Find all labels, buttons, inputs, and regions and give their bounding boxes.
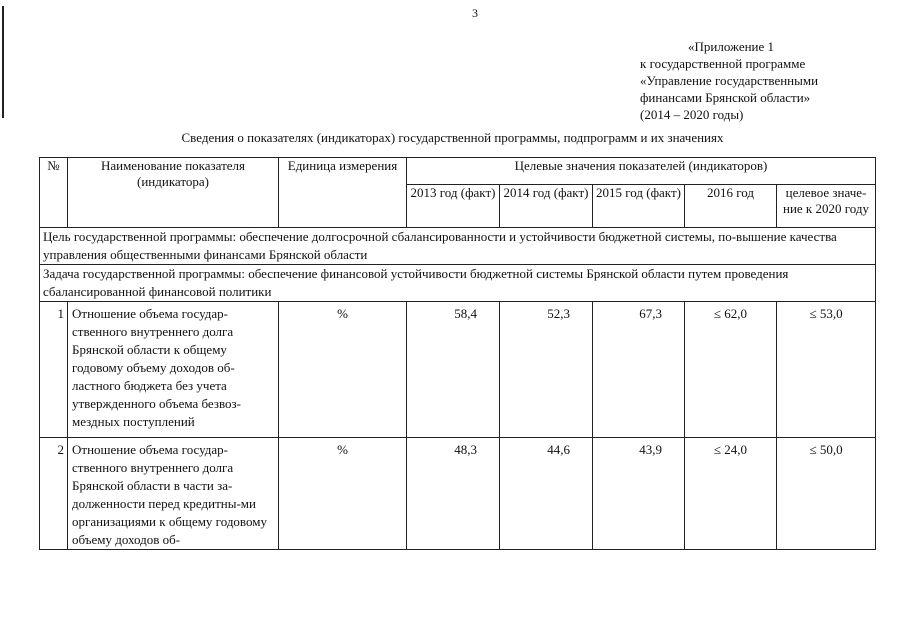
indicator-name: Отношение объема государ-ственного внутреннего долга Брянской области в части за-долженности перед кредитны-ми организациями к общему годовому объему доходов об- <box>68 438 279 550</box>
value-2016: ≤ 24,0 <box>685 438 777 550</box>
task-text: Задача государственной программы: обеспечение финансовой устойчивости бюджетной системы Брянской области путем проведения сбалансированной финансовой политики <box>40 265 876 302</box>
header-year: 2016 год <box>685 185 777 228</box>
indicator-unit: % <box>279 302 407 438</box>
value-2014: 44,6 <box>500 438 593 550</box>
page-number: 3 <box>472 6 478 20</box>
row-number: 2 <box>40 438 68 550</box>
indicator-unit: % <box>279 438 407 550</box>
value-2020: ≤ 50,0 <box>777 438 876 550</box>
task-row <box>40 265 876 302</box>
value-2016: ≤ 62,0 <box>685 302 777 438</box>
document-title: Сведения о показателях (индикаторах) государственной программы, подпрограмм и их значениях <box>181 130 724 145</box>
table-row <box>40 302 876 438</box>
appendix-line: «Приложение 1 <box>688 39 775 54</box>
value-2015: 67,3 <box>593 302 685 438</box>
table-row <box>40 438 876 550</box>
margin-line <box>2 6 4 118</box>
header-year: целевое значе-ние к 2020 году <box>777 185 876 228</box>
appendix-line: (2014 – 2020 годы) <box>640 107 744 122</box>
goal-row <box>40 228 876 265</box>
appendix-line: «Управление государственными <box>640 73 819 88</box>
value-2015: 43,9 <box>593 438 685 550</box>
header-year: 2014 год (факт) <box>500 185 593 228</box>
header-year: 2015 год (факт) <box>593 185 685 228</box>
goal-text: Цель государственной программы: обеспечение долгосрочной сбалансированности и устойчивости бюджетной системы, по-вышение качества управления общественными финансами Брянской области <box>40 228 876 265</box>
appendix-header <box>640 38 818 123</box>
appendix-line: финансами Брянской области» <box>640 90 811 105</box>
header-year: 2013 год (факт) <box>407 185 500 228</box>
header-num: № <box>40 158 68 228</box>
value-2020: ≤ 53,0 <box>777 302 876 438</box>
value-2013: 58,4 <box>407 302 500 438</box>
value-2013: 48,3 <box>407 438 500 550</box>
header-name: Наименование показателя (индикатора) <box>68 158 279 228</box>
indicators-table <box>39 157 876 550</box>
value-2014: 52,3 <box>500 302 593 438</box>
header-target-group: Целевые значения показателей (индикаторов) <box>407 158 876 185</box>
header-unit: Единица измерения <box>279 158 407 228</box>
row-number: 1 <box>40 302 68 438</box>
indicator-name: Отношение объема государ-ственного внутреннего долга Брянской области к общему годовому объему доходов об-ластного бюджета без учета утвержденного объема безвоз-мездных поступлений <box>68 302 279 438</box>
appendix-line: к государственной программе <box>640 56 806 71</box>
